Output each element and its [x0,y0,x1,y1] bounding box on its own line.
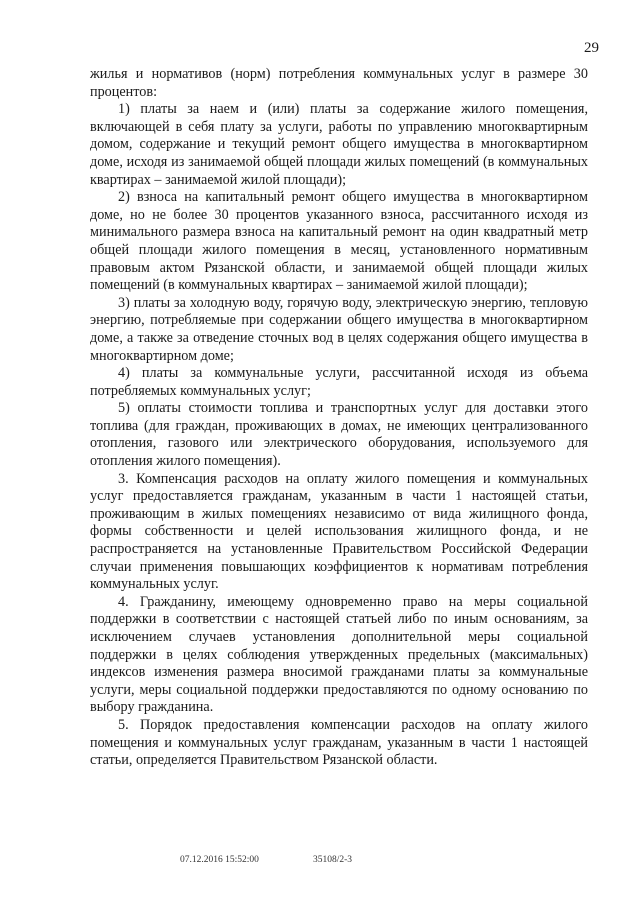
paragraph-continuation: жилья и нормативов (норм) потребления коммунальных услуг в размере 30 процентов: [90,66,588,100]
paragraph-item-2: 2) взноса на капитальный ремонт общего имущества в многоквартирном доме, но не более 30 процентов указанного взноса, рассчитанного исходя из минимального размера взноса на капитальный ремонт на один квадратный метр общей площади жилого помещения в месяц, установленного нормативным правовым актом Рязанской области, и занимаемой общей площади жилых помещений (в коммунальных квартирах – занимаемой жилой площади); [90,189,588,294]
paragraph-item-3: 3) платы за холодную воду, горячую воду, электрическую энергию, тепловую энергию, потребляемые при содержании общего имущества в многоквартирном доме, а также за отведение сточных вод в целях содержания общего имущества в многоквартирном доме; [90,294,588,364]
paragraph-part-3: 3. Компенсация расходов на оплату жилого помещения и коммунальных услуг предоставляется гражданам, указанным в части 1 настоящей статьи, проживающим в жилых помещениях независимо от вида жилищного фонда, формы собственности и целей использования жилищного фонда, и не распространяется на установленные Правительством Российской Федерации случаи применения повышающих коэффициентов к нормативам потребления коммунальных услуг. [90,470,588,593]
document-body [90,66,588,770]
paragraph-item-4: 4) платы за коммунальные услуги, рассчитанной исходя из объема потребляемых коммунальных услуг; [90,365,588,399]
paragraph-item-5: 5) оплаты стоимости топлива и транспортных услуг для доставки этого топлива (для граждан, проживающих в домах, не имеющих централизованного отопления, газового или электрического оборудования, используемого для отопления жилого помещения). [90,400,588,470]
footer-timestamp: 07.12.2016 15:52:00 [180,855,259,865]
paragraph-part-4: 4. Гражданину, имеющему одновременно право на меры социальной поддержки в соответствии с настоящей статьей либо по иным основаниям, за исключением случаев установления дополнительной меры социальной поддержки в целях соблюдения утвержденных предельных (максимальных) индексов изменения размера вносимой гражданами платы за коммунальные услуги, меры социальной поддержки предоставляются по одному основанию по выбору гражданина. [90,593,588,716]
paragraph-item-1: 1) платы за наем и (или) платы за содержание жилого помещения, включающей в себя плату за услуги, работы по управлению многоквартирным домом, содержание и текущий ремонт общего имущества в многоквартирном доме, исходя из занимаемой общей площади жилых помещений (в коммунальных квартирах – занимаемой жилой площади); [90,101,588,188]
footer-doc-code: 35108/2-3 [313,855,353,865]
page-number: 29 [584,40,599,56]
paragraph-part-5: 5. Порядок предоставления компенсации расходов на оплату жилого помещения и коммунальных услуг гражданам, указанным в части 1 настоящей статьи, определяется Правительством Рязанской области. [90,716,588,769]
